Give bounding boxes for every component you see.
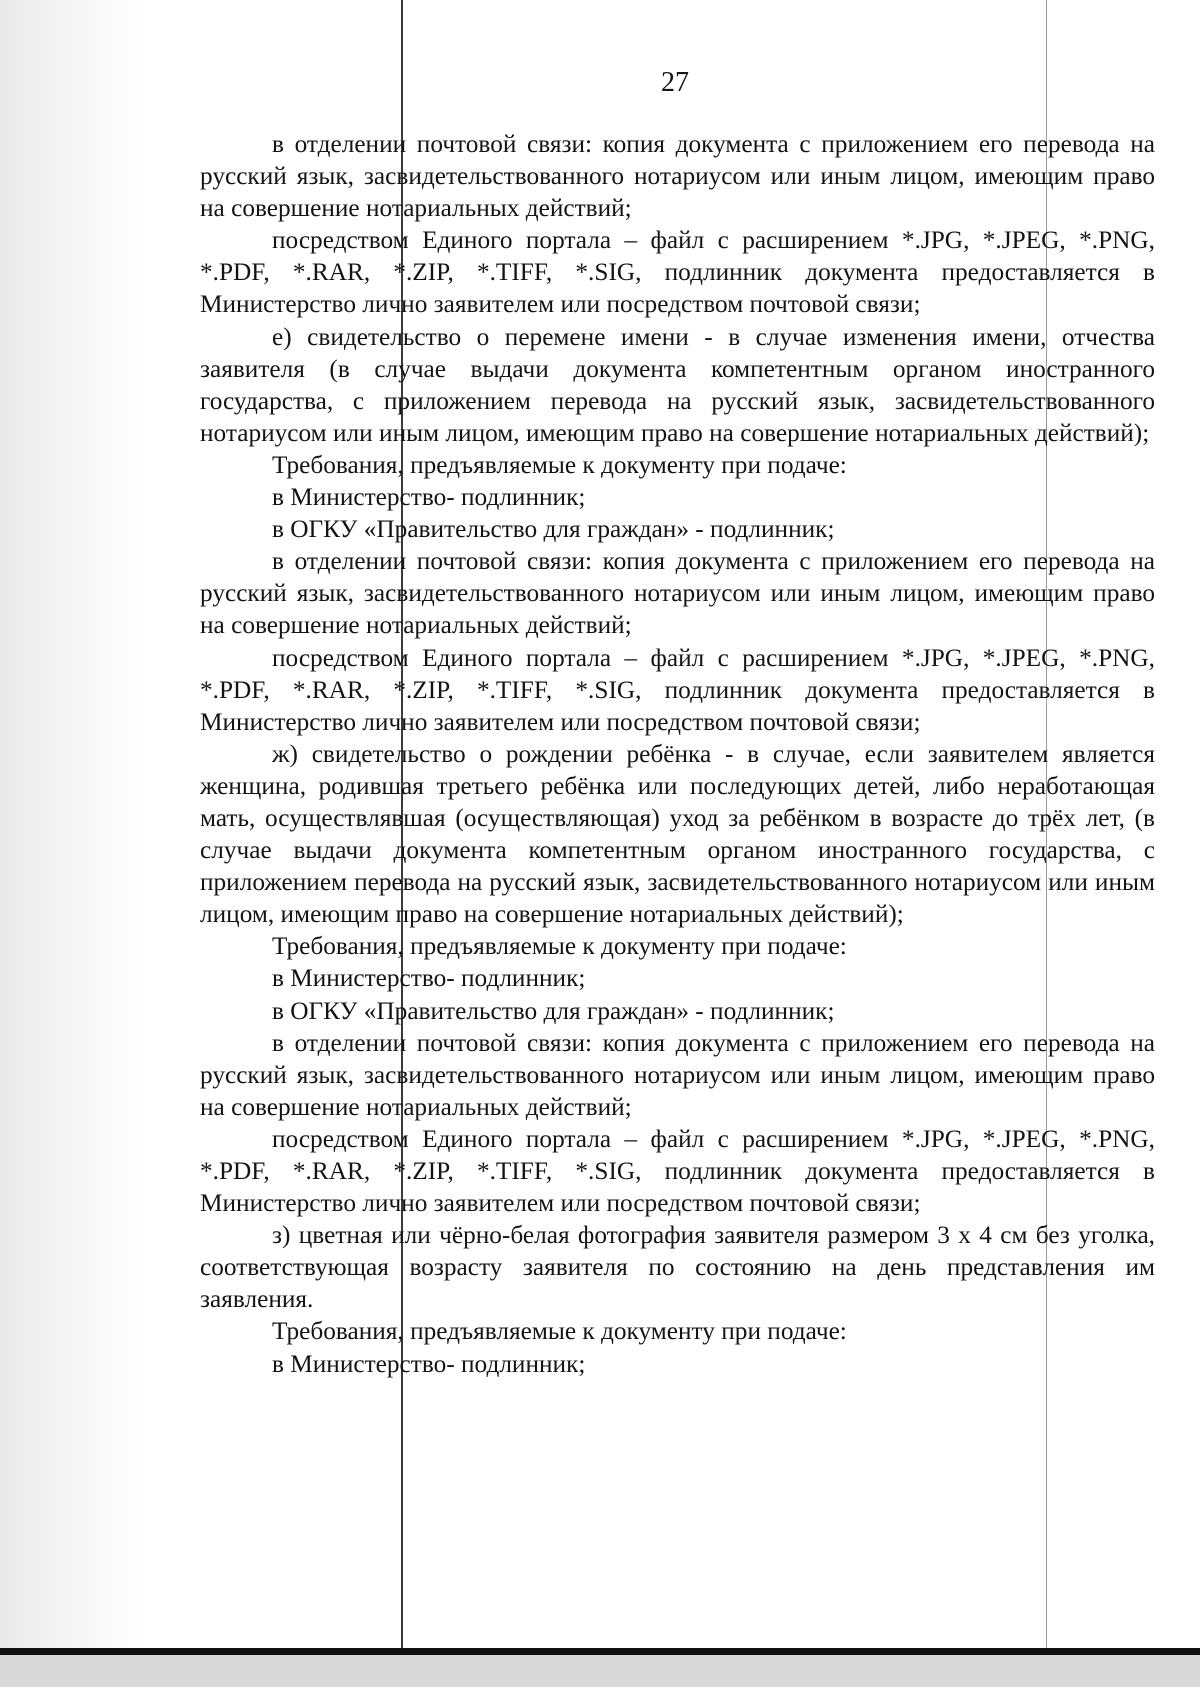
page-number: 27 — [661, 67, 689, 98]
paragraph: в Министерство- подлинник; — [272, 1349, 586, 1378]
paragraph: посредством Единого портала – файл с расширением *.JPG, *.JPEG, *.PNG, *.PDF, *.RAR, *.ZIP, *.TIFF, *.SIG, подлинник документа предоставляется в Министерство лично заявителем или посредством почтовой связи; — [200, 226, 1155, 319]
paragraph: в Министерство- подлинник; — [272, 483, 586, 512]
scan-bottom-shading — [0, 1655, 1200, 1687]
paragraph: посредством Единого портала – файл с расширением *.JPG, *.JPEG, *.PNG, *.PDF, *.RAR, *.ZIP, *.TIFF, *.SIG, подлинник документа предоставляется в Министерство лично заявителем или посредством почтовой связи; — [200, 1124, 1155, 1218]
paragraph: Требования, предъявляемые к документу при подаче: — [272, 932, 847, 961]
paragraph: ж) свидетельство о рождении ребёнка - в случае, если заявителем является женщина, родившая третьего ребёнка или последующих детей, либо неработающая мать, осуществлявшая (осуществляющая) уход за ребёнком в возрасте до трёх лет, (в случае выдачи документа компетентным органом иностранного государства, с приложением перевода на русский язык, засвидетельствованного нотариусом или иным лицом, имеющим право на совершение нотариальных действий); — [200, 739, 1155, 929]
paragraph: в ОГКУ «Правительство для граждан» - подлинник; — [272, 515, 835, 544]
paragraph: в ОГКУ «Правительство для граждан» - подлинник; — [272, 996, 835, 1025]
document-body — [200, 128, 1155, 1380]
paragraph: е) свидетельство о перемене имени - в случае изменения имени, отчества заявителя (в случае выдачи документа компетентным органом иностранного государства, с приложением перевода на русский язык, засвидетельствованного нотариусом или иным лицом, имеющим право на совершение нотариальных действий); — [200, 322, 1155, 447]
paragraph: в Министерство- подлинник; — [272, 964, 586, 993]
scan-left-margin-shading — [0, 0, 150, 1687]
paragraph: в отделении почтовой связи: копия документа с приложением его перевода на русский язык, засвидетельствованного нотариусом или иным лицом, имеющим право на совершение нотариальных действий; — [200, 1028, 1155, 1121]
paragraph: посредством Единого портала – файл с расширением *.JPG, *.JPEG, *.PNG, *.PDF, *.RAR, *.ZIP, *.TIFF, *.SIG, подлинник документа предоставляется в Министерство лично заявителем или посредством почтовой связи; — [200, 643, 1155, 736]
paragraph: Требования, предъявляемые к документу при подаче: — [272, 1317, 847, 1346]
paragraph: в отделении почтовой связи: копия документа с приложением его перевода на русский язык, засвидетельствованного нотариусом или иным лицом, имеющим право на совершение нотариальных действий; — [200, 130, 1155, 223]
paragraph: з) цветная или чёрно-белая фотография заявителя размером 3 х 4 см без уголка, соответствующая возрасту заявителя по состоянию на день представления им заявления. — [200, 1221, 1155, 1314]
paragraph: в отделении почтовой связи: копия документа с приложением его перевода на русский язык, засвидетельствованного нотариусом или иным лицом, имеющим право на совершение нотариальных действий; — [200, 547, 1155, 640]
paragraph: Требования, предъявляемые к документу при подаче: — [272, 450, 847, 479]
